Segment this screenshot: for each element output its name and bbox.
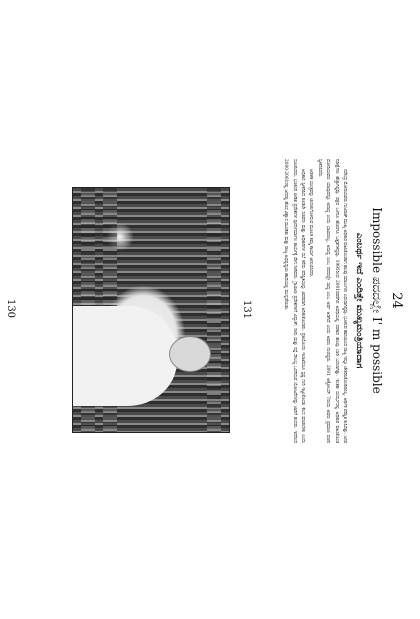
chapter-number: 24 bbox=[389, 292, 404, 309]
crowd-row bbox=[207, 188, 221, 432]
body-paragraph: ನರೇಂದ್ರ ಮೋದಿಯವರು ಗುಜರಾತ್ ಮುಖ್ಯ ಅಧಿಕಾರ ವಹಿಸಿಕೊಂಡಾಗ ಹಲವು ಸವಾಲುಗಳು ಎದುರಾಗಿದ್ದವು. ಭೂಕಂಪ ಹಾನಿಯಿಂದ ರಾಜ್ಯ ಇನ್ನೂ ಚೇತರಿಸಿಕೊಂಡಿರಲಿಲ್ಲ. ಆರ್ಥಿಕ ಪರಿಸ್ಥಿತಿ ಕುಸಿದಿತ್ತು. ಜನರ ನಿರೀಕ್ಷೆಗಳು ಹೆಚ್ಚಾಗಿದ್ದವು. ಪಕ್ಷದ ಒಳಗೂ ಹೊರಗೂ ಒತ್ತಡಗಳಿದ್ದವು. 1995ರಿಂದ 2001ರವರೆಗಿನ ಅವಧಿಯಲ್ಲಿ ಸರಕಾರ ಹಲವು ಬಾರಿ ಬದಲಾಗಿತ್ತು. ಇಂತಹ ಸಂದರ್ಭದಲ್ಲಿ ಅಧಿಕಾರ ವಹಿಸಿಕೊಂಡ ಮೋದಿಯವರು ಯಾವುದನ್ನೂ ಅಸಾಧ್ಯ ಎಂದು ಭಾವಿಸಲಿಲ್ಲ. ಅಸಾಧ್ಯ ಎಂಬ ಪದದಲ್ಲೇ ಸಾಧ್ಯ ಎಂಬ ಅರ್ಥ ಅಡಗಿದೆ ಎಂದು ಅವರು ನಂಬಿದ್ದರು. 2001 ಅಕ್ಟೋಬರ್ 7ರಂದು ಅವರು ಪ್ರಮಾಣ ವಚನ ಸ್ವೀಕರಿಸಿದರು. bbox=[316, 159, 347, 443]
body-paragraph: ಅಧಿಕಾರ ಸ್ವೀಕರಿಸಿದ ಕೂಡಲೇ ಸಚಿವರು ಮತ್ತು ಅಧಿಕಾರಿಗಳ ಸಭೆ ಕರೆದು ಪರಿಸ್ಥಿತಿಯನ್ನು ವಿವರವಾಗಿ ಅರಿತುಕೊಂಡರು. ಪ್ರತಿಯೊಂದು ಇಲಾಖೆಯೂ ಸ್ಪಷ್ಟ ಗುರಿ ಇಟ್ಟುಕೊಂಡು ಕೆಲಸ ಮಾಡಬೇಕು ಎಂದು ಸೂಚಿಸಿದರು. ಭೂಕಂಪ ಪೀಡಿತ ಪ್ರದೇಶಗಳ ಪುನರ್ನಿರ್ಮಾಣ ಕಾರ್ಯಕ್ಕೆ ವೇಗ ನೀಡಿದರು. ಗ್ರಾಮೀಣ ಪ್ರದೇಶಗಳಿಗೆ ವಿದ್ಯುತ್, ನೀರು ಮತ್ತು ರಸ್ತೆ ಸೌಲಭ್ಯ ಒದಗಿಸುವ ಯೋಜನೆಗಳನ್ನು ಜಾರಿಗೆ ತಂದರು. ಇದರಿಂದ 2000-2001ರಲ್ಲಿ ಜನರಲ್ಲಿ ಹೊಸ ವಿಶ್ವಾಸ ಮೂಡಿತು ಮತ್ತು ರಾಜ್ಯ ಅಭಿವೃದ್ಧಿಯ ಹಾದಿಯಲ್ಲಿ ಮುನ್ನಡೆಯಿತು. bbox=[283, 159, 305, 443]
chapter-body bbox=[281, 159, 348, 443]
crowd-photo bbox=[72, 187, 230, 433]
chapter-subtitle: ಎಂಬರ್ಥ ಇದೆ ಎಂದಿತ್ತೇ ಮುಖ್ಯಮಂತ್ರಿಯಾದಾಗ bbox=[354, 232, 364, 369]
body-paragraph: ಆಡಳಿತ ಯಂತ್ರವನ್ನು ಚುರುಕುಗೊಳಿಸುವ ಮೂಲಕ ತಮ್ಮ ಕಾರ್ಯ ಆರಂಭಿಸಿದರು. bbox=[308, 169, 314, 278]
left-page-number: 130 bbox=[5, 298, 16, 319]
leader-figure-body bbox=[72, 306, 177, 406]
leader-figure-head bbox=[169, 336, 211, 372]
chapter-title: Impossible ಪದದಲ್ಲೇ I' m possible bbox=[370, 207, 384, 394]
right-page-number: 131 bbox=[241, 299, 252, 320]
